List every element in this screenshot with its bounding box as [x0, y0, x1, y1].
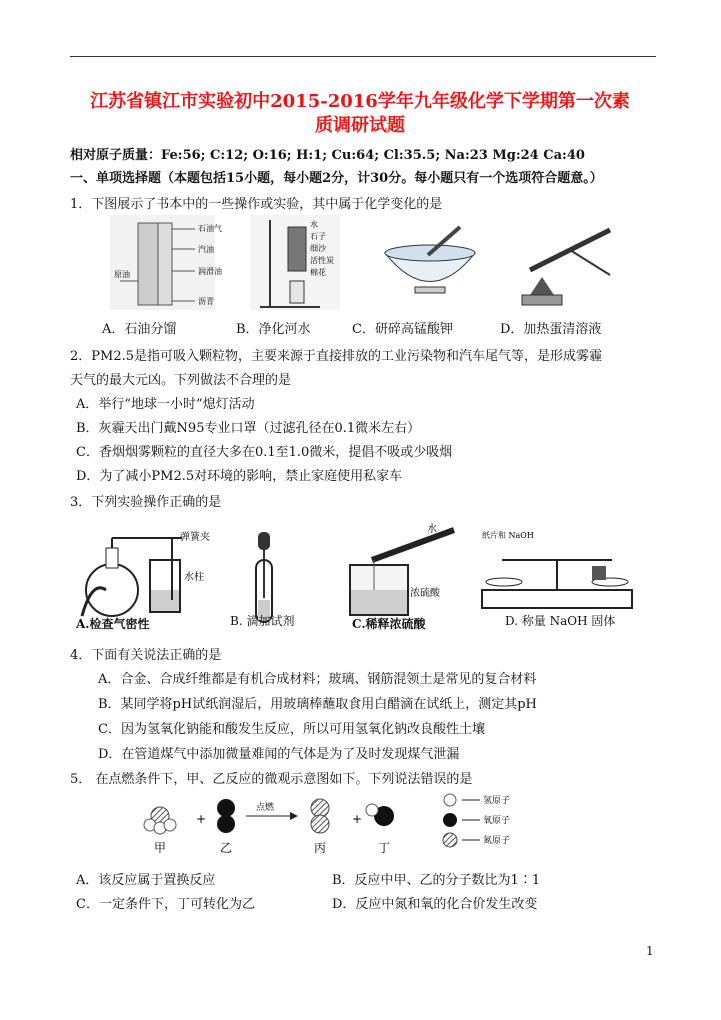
q1-option-c: C．研碎高锰酸钾	[352, 322, 453, 337]
legend-h: 氢原子	[483, 796, 511, 806]
q5-option-a: A．该反应属于置换反应	[76, 873, 216, 888]
molecule-yi	[217, 799, 235, 833]
tower-label-gas: 石油气	[198, 224, 222, 233]
name-ding: 丁	[377, 841, 391, 855]
tower-label-asphalt: 沥青	[198, 297, 214, 306]
molecule-bing	[311, 799, 329, 833]
q2-option-d: D．为了减小PM2.5对环境的影响，禁止家庭使用私家车	[76, 469, 403, 484]
heating-tube-diagram	[522, 230, 610, 305]
reaction-arrow	[246, 801, 298, 820]
atom-legend	[443, 794, 510, 847]
name-jia: 甲	[153, 841, 167, 855]
plus-2: +	[352, 812, 363, 826]
filter-label-water: 水	[310, 220, 318, 229]
page-number: 1	[646, 944, 654, 958]
filter-label-sand: 细沙	[310, 244, 326, 253]
q5-stem: 5． 在点燃条件下，甲、乙反应的微观示意图如下。下列说法错误的是	[70, 772, 473, 787]
name-bing: 丙	[313, 841, 327, 855]
label-acid: 浓硫酸	[410, 588, 440, 599]
filter-label-cotton: 棉花	[310, 268, 326, 277]
label-water: 水	[427, 524, 437, 535]
q2-option-a: A．举行“地球一小时”熄灯活动	[76, 397, 255, 412]
q4-option-c: C．因为氢氧化钠能和酸发生反应，所以可用氢氧化钠改良酸性土壤	[98, 722, 485, 737]
section-heading: 一、单项选择题（本题包括15小题，每小题2分，计30分。每小题只有一个选项符合题意。）	[70, 171, 603, 186]
tower-label-crude: 原油	[114, 270, 130, 279]
legend-o: 氧原子	[483, 816, 511, 826]
arrow-condition: 点燃	[256, 803, 275, 813]
q1-option-b: B．净化河水	[236, 322, 311, 337]
q5-option-d: D．反应中氮和氧的化合价发生改变	[332, 897, 538, 912]
name-yi: 乙	[219, 841, 233, 855]
doc-title-line1: 江苏省镇江市实验初中2015-2016学年九年级化学下学期第一次素	[90, 91, 630, 112]
tower-label-oil: 润滑油	[198, 267, 222, 276]
plus-1: +	[196, 812, 207, 826]
q4-option-b: B．某同学将pH试纸润湿后，用玻璃棒蘸取食用白醋滴在试纸上，测定其pH	[98, 697, 537, 712]
filter-label-stones: 石子	[310, 232, 326, 241]
mortar-diagram	[385, 227, 475, 293]
q5-figure	[140, 790, 580, 858]
molecule-jia	[144, 807, 176, 834]
filter-label-carbon: 活性炭	[310, 256, 334, 265]
balance-diagram	[482, 530, 632, 608]
q1-figure	[110, 215, 650, 313]
q2-option-c: C．香烟烟雾颗粒的直径大多在0.1至1.0微米，提倡不吸或少吸烟	[76, 445, 453, 460]
label-clamp: 弹簧夹	[180, 532, 210, 543]
q5-option-c: C．一定条件下，丁可转化为乙	[76, 897, 255, 912]
q2-stem-2: 天气的最大元凶。下列做法不合理的是	[70, 373, 292, 388]
doc-title-line2: 质调研试题	[315, 115, 405, 136]
tower-label-gasoline: 汽油	[198, 245, 214, 254]
filter-column-diagram	[250, 215, 340, 310]
q3-caption-a: A.检查气密性	[76, 617, 150, 631]
q3-stem: 3．下列实验操作正确的是	[70, 495, 222, 510]
q3-caption-b: B. 滴加试剂	[230, 614, 295, 628]
q2-option-b: B．灰霾天出门戴N95专业口罩（过滤孔径在0.1微米左右）	[76, 421, 421, 436]
q4-option-a: A．合金、合成纤维都是有机合成材料；玻璃、钢筋混领土是常见的复合材料	[98, 672, 537, 687]
q1-option-a: A．石油分馏	[102, 322, 177, 337]
q5-option-b: B．反应中甲、乙的分子数比为1∶1	[332, 873, 541, 888]
dilute-acid-diagram	[350, 522, 454, 615]
airtightness-diagram	[82, 530, 210, 616]
q1-option-d: D．加热蛋清溶液	[500, 322, 602, 337]
header-rule	[70, 56, 656, 57]
dropper-diagram	[256, 532, 272, 622]
distillation-tower-diagram	[110, 215, 222, 310]
label-water-column: 水柱	[184, 572, 204, 583]
label-paper-naoh: 纸片和 NaOH	[482, 531, 534, 540]
molecule-ding	[366, 804, 394, 826]
q3-caption-d: D. 称量 NaOH 固体	[505, 614, 616, 628]
q2-stem-1: 2．PM2.5是指可吸入颗粒物，主要来源于直接排放的工业污染物和汽车尾气等，是形成雾霾	[70, 349, 603, 364]
q1-stem: 1．下图展示了书本中的一些操作或实验，其中属于化学变化的是	[70, 197, 443, 212]
q4-stem: 4．下面有关说法正确的是	[70, 648, 222, 663]
legend-n: 氮原子	[483, 836, 511, 846]
q4-option-d: D．在管道煤气中添加微量难闻的气体是为了及时发现煤气泄漏	[98, 747, 460, 762]
q3-caption-c: C.稀释浓硫酸	[352, 617, 426, 631]
atomic-mass-line: 相对原子质量：Fe:56; C:12; O:16; H:1; Cu:64; Cl:35.5; Na:23 Mg:24 Ca:40	[70, 148, 585, 163]
